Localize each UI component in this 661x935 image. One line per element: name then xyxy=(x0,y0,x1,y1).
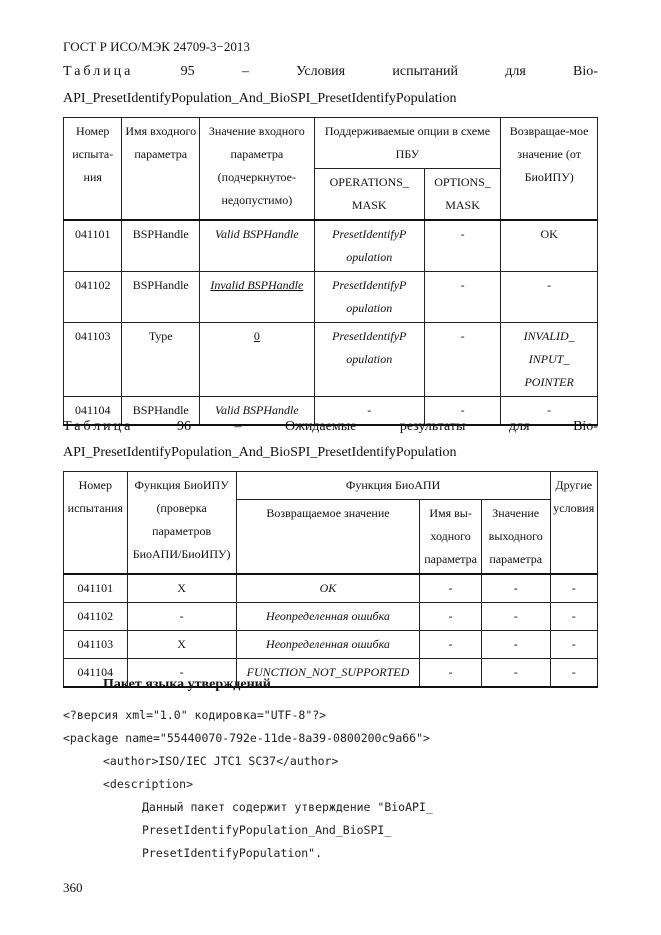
cell-ipu: - xyxy=(127,659,236,688)
caption-word: – xyxy=(241,64,249,79)
cell-outval: - xyxy=(481,574,550,603)
cell-return: OK xyxy=(501,220,598,272)
cell-optmask: - xyxy=(424,323,500,397)
code-line: Данный пакет содержит утверждение "BioAPI_ xyxy=(142,800,433,814)
caption-word: Bio- xyxy=(573,419,598,434)
caption-word: Bio- xyxy=(573,64,598,79)
header-inname: Имя вы-ходного параметра xyxy=(420,500,482,575)
header-options-mask: OPTIONS_ MASK xyxy=(424,169,500,221)
cell-num: 041103 xyxy=(64,323,122,397)
cell-optmask: - xyxy=(424,220,500,272)
cell-ipu: X xyxy=(127,574,236,603)
cell-num: 041103 xyxy=(64,631,128,659)
cell-num: 041101 xyxy=(64,574,128,603)
cell-value: Valid BSPHandle xyxy=(200,397,315,426)
header-name: Имя входного параметра xyxy=(122,118,200,221)
cell-name: Type xyxy=(122,323,200,397)
table95-caption-line1 xyxy=(63,64,598,80)
header-num: Номер испытания xyxy=(64,472,128,575)
cell-num: 041101 xyxy=(64,220,122,272)
table-row xyxy=(64,272,598,323)
cell-num: 041104 xyxy=(64,659,128,688)
cell-return: - xyxy=(501,272,598,323)
cell-retval: OK xyxy=(236,574,420,603)
caption-word: Таблица xyxy=(63,64,134,79)
page-number: 360 xyxy=(63,880,83,895)
caption-word: 96 xyxy=(176,419,191,434)
caption-word: Таблица xyxy=(63,419,134,434)
cell-value: 0 xyxy=(200,323,315,397)
cell-retval: Неопределенная ошибка xyxy=(236,631,420,659)
table96-caption-line2: API_PresetIdentifyPopulation_And_BioSPI_PresetIdentifyPopulation xyxy=(63,445,457,460)
table-row xyxy=(64,631,598,659)
cell-other: - xyxy=(550,603,597,631)
cell-value: Invalid BSPHandle xyxy=(200,272,315,323)
table-row xyxy=(64,574,598,603)
code-line: PresetIdentifyPopulation_And_BioSPI_ xyxy=(142,823,392,837)
caption-word: для xyxy=(505,64,526,79)
header-bioapi: Функция БиоАПИ xyxy=(236,472,550,500)
caption-word: для xyxy=(508,419,530,434)
cell-name: BSPHandle xyxy=(122,397,200,426)
cell-opmask: PresetIdentifyP opulation xyxy=(314,323,424,397)
caption-word: испытаний xyxy=(392,64,458,79)
cell-opmask: - xyxy=(314,397,424,426)
cell-optmask: - xyxy=(424,397,500,426)
table96-caption-line1 xyxy=(63,419,598,435)
cell-return: - xyxy=(501,397,598,426)
header-other: Другие условия xyxy=(550,472,597,575)
cell-opmask: PresetIdentifyP opulation xyxy=(314,272,424,323)
table-95 xyxy=(63,117,598,426)
header-options: Поддерживаемые опции в схеме ПБУ xyxy=(314,118,501,169)
header-operations-mask: OPERATIONS_ MASK xyxy=(314,169,424,221)
caption-word: Ожидаемые xyxy=(285,419,357,434)
cell-other: - xyxy=(550,659,597,688)
standard-header: ГОСТ Р ИСО/МЭК 24709-3−2013 xyxy=(63,39,250,54)
code-line: <description> xyxy=(103,777,194,791)
header-return: Возвращае-мое значение (от БиоИПУ) xyxy=(501,118,598,221)
table-row xyxy=(64,603,598,631)
header-retval: Возвращаемое значение xyxy=(236,500,420,575)
header-num: Номер испыта-ния xyxy=(64,118,122,221)
cell-inname: - xyxy=(420,574,482,603)
cell-opmask: PresetIdentifyP opulation xyxy=(314,220,424,272)
code-line: PresetIdentifyPopulation". xyxy=(142,846,323,860)
caption-word: 95 xyxy=(180,64,195,79)
caption-word: Условия xyxy=(296,64,346,79)
cell-other: - xyxy=(550,574,597,603)
cell-return: INVALID_ INPUT_ POINTER xyxy=(501,323,598,397)
header-value: Значение входного параметра (подчеркнутое-недопустимо) xyxy=(200,118,315,221)
code-line: <author>ISO/IEC JTC1 SC37</author> xyxy=(103,754,339,768)
header-bioipu: Функция БиоИПУ (проверка параметров БиоАПИ/БиоИПУ) xyxy=(127,472,236,575)
cell-outval: - xyxy=(481,631,550,659)
cell-outval: - xyxy=(481,659,550,688)
code-line: <package name="55440070-792e-11de-8a39-0800200c9a66"> xyxy=(63,731,430,745)
caption-word: – xyxy=(234,419,242,434)
cell-inname: - xyxy=(420,659,482,688)
cell-outval: - xyxy=(481,603,550,631)
cell-name: BSPHandle xyxy=(122,272,200,323)
cell-other: - xyxy=(550,631,597,659)
package-heading: Пакет языка утверждений xyxy=(103,677,271,692)
cell-value: Valid BSPHandle xyxy=(200,220,315,272)
cell-num: 041102 xyxy=(64,603,128,631)
table-96 xyxy=(63,471,598,688)
header-outval: Значение выходного параметра xyxy=(481,500,550,575)
cell-ipu: - xyxy=(127,603,236,631)
table95-caption-line2: API_PresetIdentifyPopulation_And_BioSPI_PresetIdentifyPopulation xyxy=(63,91,457,106)
cell-num: 041102 xyxy=(64,272,122,323)
cell-ipu: X xyxy=(127,631,236,659)
cell-num: 041104 xyxy=(64,397,122,426)
cell-inname: - xyxy=(420,631,482,659)
cell-name: BSPHandle xyxy=(122,220,200,272)
caption-word: результаты xyxy=(399,419,466,434)
cell-inname: - xyxy=(420,603,482,631)
code-line: <?версия xml="1.0" кодировка="UTF-8"?> xyxy=(63,708,327,722)
table-row xyxy=(64,323,598,397)
table-row xyxy=(64,220,598,272)
cell-optmask: - xyxy=(424,272,500,323)
cell-retval: Неопределенная ошибка xyxy=(236,603,420,631)
cell-retval: FUNCTION_NOT_SUPPORTED xyxy=(236,659,420,688)
